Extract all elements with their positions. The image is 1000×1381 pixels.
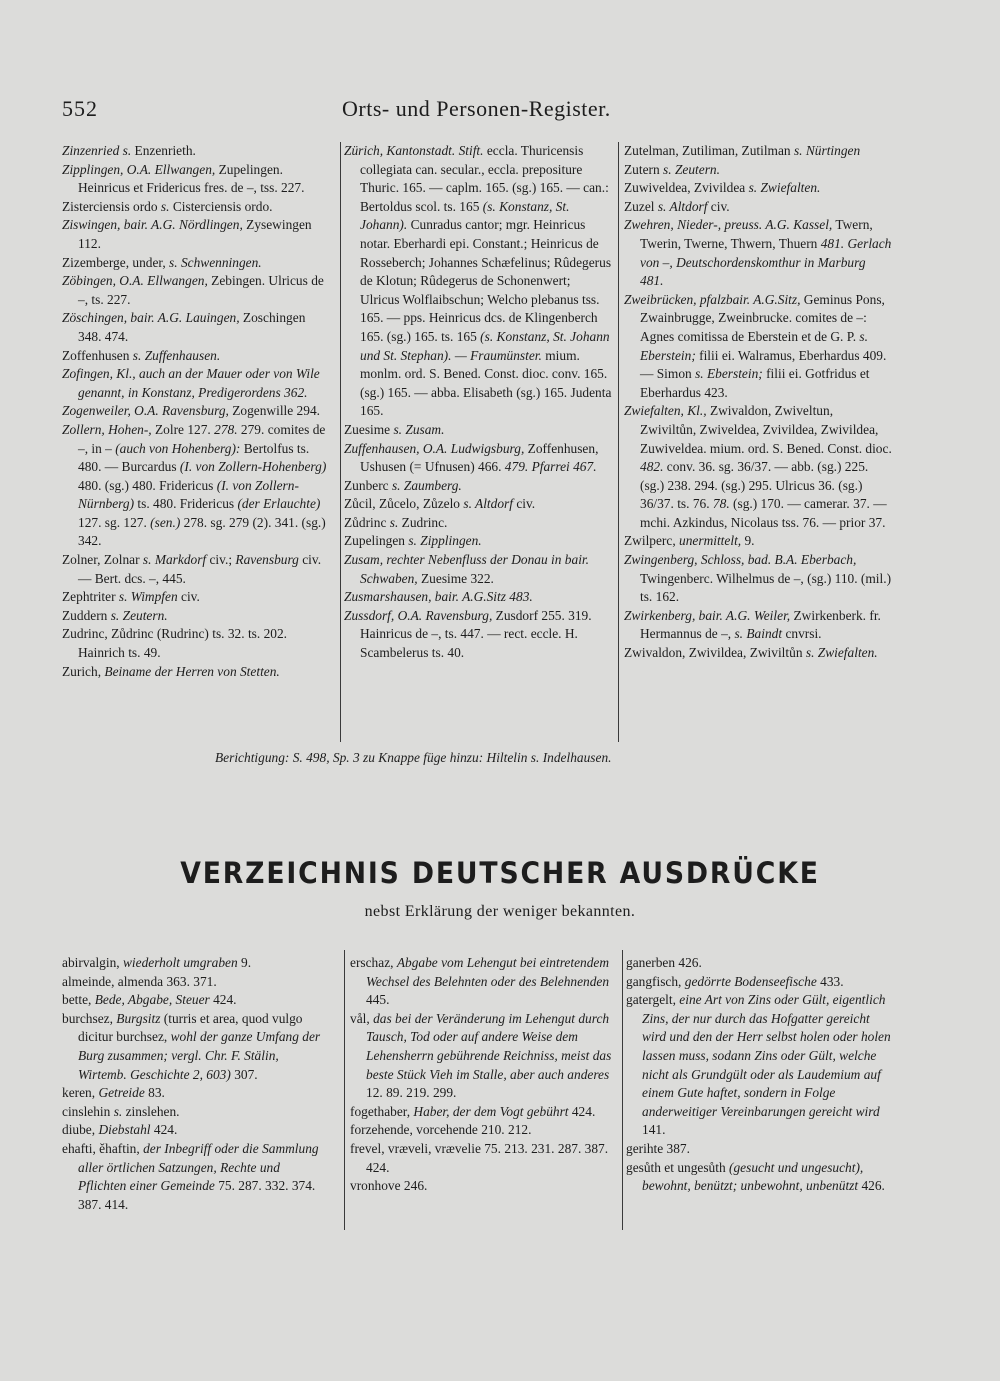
index-entry: Zwirkenberg, bair. A.G. Weiler, Zwirkenberk. fr. Hermannus de –, s. Baindt cnvrsi.	[624, 607, 881, 642]
index-entry: Zussdorf, O.A. Ravensburg, Zusdorf 255. 319. Hainricus de –, ts. 447. — rect. eccle. H. Scambelerus ts. 40.	[344, 607, 592, 661]
italic-run: gedörrte Bodenseefische	[684, 973, 817, 989]
italic-run: Zinzenried s.	[62, 143, 132, 158]
index-entry: erschaz, Abgabe vom Lehengut bei eintretendem Wechsel des Belehnten oder des Belehnenden 445.	[350, 955, 610, 1008]
italic-run: Zürich, Kantonstadt. Stift.	[344, 143, 484, 158]
italic-run: 479. Pfarrei 467.	[504, 459, 597, 475]
index-entry: Zisterciensis ordo s. Cisterciensis ordo.	[62, 198, 273, 214]
index-entry: abirvalgin, wiederholt umgraben 9.	[62, 955, 252, 970]
index-entry: Zunberc s. Zaumberg.	[344, 477, 462, 493]
index-entry: Zöbingen, O.A. Ellwangen, Zebingen. Ulricus de –, ts. 227.	[62, 273, 324, 307]
index-entry: ganerben 426.	[626, 955, 702, 970]
italic-run: s. Altdorf	[463, 496, 513, 512]
italic-run: Zweibrücken, pfalzbair. A.G.Sitz,	[624, 291, 801, 307]
index-entry: Zutelman, Zutiliman, Zutilman s. Nürtingen	[624, 143, 861, 158]
italic-run: s.	[389, 514, 399, 530]
italic-run: der Inbegriff oder die Sammlung aller örtlichen Satzungen, Rechte und Pflichten einer Gemeinde	[78, 1140, 319, 1194]
italic-run: s.	[113, 1103, 123, 1119]
italic-run: (I. von Zollern-Hohenberg)	[179, 459, 327, 475]
index-entry: Zurich, Beiname der Herren von Stetten.	[62, 663, 280, 679]
italic-run: Bede, Abgabe, Steuer	[94, 992, 210, 1008]
index-entry: Zůdrinc s. Zudrinc.	[344, 514, 448, 530]
glossary-column-1	[62, 954, 330, 1214]
index-entry: Zinzenried s. Enzenrieth.	[62, 143, 196, 158]
index-entry: Zuwiveldea, Zvivildea s. Zwiefalten.	[624, 180, 821, 196]
italic-run: (gesucht und ungesucht), bewohnt, benützt; unbewohnt, unbenützt	[642, 1159, 864, 1194]
index-entry: Zuffenhausen, O.A. Ludwigsburg, Zoffenhusen, Ushusen (= Ufnusen) 466. 479. Pfarrei 467.	[344, 440, 599, 475]
italic-run: (s. Konstanz, St. Johann und St. Stephan). — Fraumünster.	[360, 328, 610, 363]
italic-run: s. Zipplingen.	[408, 533, 482, 549]
index-entry: Zollern, Hohen-, Zolre 127. 278. 279. comites de –, in – (auch von Hohenberg): Bertolfus ts. 480. — Burcardus (I. von Zollern-Hohenberg) 480. (sg.) 480. Fridericus (I. von Zollern-Nürnberg) ts. 480. Fridericus (der Erlauchte) 127. sg. 127. (sen.) 278. sg. 279 (2). 341. (sg.) 342.	[62, 421, 327, 549]
index-entry: almeinde, almenda 363. 371.	[62, 973, 217, 989]
italic-run: s. Nürtingen	[793, 143, 861, 158]
index-entry: Zuddern s. Zeutern.	[62, 607, 168, 623]
index-entry: Zizemberge, under, s. Schwenningen.	[62, 254, 262, 270]
index-entry: Zůcil, Zůcelo, Zůzelo s. Altdorf civ.	[344, 496, 536, 512]
italic-run: s.	[160, 198, 170, 214]
italic-run: s. Wimpfen	[118, 589, 178, 605]
italic-run: s. Indelhausen.	[530, 750, 612, 765]
glossary-column-2	[350, 954, 616, 1196]
italic-run: Zöschingen, bair. A.G. Lauingen,	[62, 310, 240, 326]
italic-run: s. Zeutern.	[663, 161, 720, 177]
italic-run: s. Zuffenhausen.	[132, 347, 221, 363]
index-entry: vronhove 246.	[350, 1178, 428, 1194]
italic-run: Burgsitz	[116, 1010, 161, 1026]
italic-run: wohl der ganze Umfang der Burg zusammen; vergl. Chr. F. Stälin, Wirtemb. Geschichte 2, 603)	[78, 1029, 321, 1082]
italic-run: eine Art von Zins oder Gült, eigentlich Zins, der nur durch das Hofgatter gereicht wird und den der Herr selbst holen oder holen lassen muss, sodann Zins oder Gült, welche nicht als Grundgült oder als Laudemium auf einem Gute haftet, sondern in Folge anderweitiger Vereinbarungen gereicht wird	[642, 992, 891, 1119]
index-entry: forzehende, vorcehende 210. 212.	[350, 1122, 532, 1138]
italic-run: Zipplingen, O.A. Ellwangen,	[62, 161, 216, 177]
italic-run: (s. Konstanz, St. Johann).	[360, 198, 570, 233]
register-column-3	[624, 142, 892, 663]
index-entry: Zupelingen s. Zipplingen.	[344, 533, 482, 549]
index-entry: Zipplingen, O.A. Ellwangen, Zupelingen. Heinricus et Fridericus fres. de –, tss. 227.	[62, 161, 305, 196]
glossary-column-3	[626, 954, 892, 1196]
index-entry: Ziswingen, bair. A.G. Nördlingen, Zysewingen 112.	[62, 217, 312, 251]
italic-run: Beiname der Herren von Stetten.	[104, 663, 280, 679]
italic-run: 278.	[214, 421, 238, 437]
italic-run: Haber, der dem Vogt gebührt	[413, 1103, 569, 1119]
italic-run: 78.	[712, 496, 730, 512]
index-entry: Zwilperc, unermittelt, 9.	[624, 533, 755, 549]
italic-run: Ziswingen, bair. A.G. Nördlingen,	[62, 217, 243, 233]
page-header	[62, 96, 942, 126]
italic-run: Getreide	[98, 1085, 145, 1101]
column-rule	[618, 142, 619, 742]
index-entry: gatergelt, eine Art von Zins oder Gült, eigentlich Zins, der nur durch das Hofgatter gereicht wird und den der Herr selbst holen oder holen lassen muss, sodann Zins oder Gült, welche nicht als Grundgült oder als Laudemium auf einem Gute haftet, sondern in Folge anderweitiger Vereinbarungen gereicht wird 141.	[626, 992, 891, 1138]
index-entry: Zogenweiler, O.A. Ravensburg, Zogenwille 294.	[62, 403, 320, 419]
italic-run: s. Zeutern.	[110, 607, 168, 623]
italic-run: s. Zwiefalten.	[805, 645, 878, 661]
italic-run: 482.	[640, 459, 664, 475]
italic-run: Zusmarshausen, bair. A.G.Sitz 483.	[344, 589, 533, 605]
italic-run: Abgabe vom Lehengut bei eintretendem Wechsel des Belehnten oder des Belehnenden	[366, 955, 610, 989]
italic-run: s. Altdorf	[657, 198, 708, 214]
index-entry: Zwivaldon, Zwivildea, Zwiviltůn s. Zwiefalten.	[624, 645, 878, 661]
italic-run: Zollern, Hohen-,	[62, 421, 152, 437]
index-entry: gangfisch, gedörrte Bodenseefische 433.	[626, 973, 844, 989]
italic-run: Berichtigung: S. 498, Sp. 3 zu	[215, 750, 375, 765]
italic-run: s. Zwiefalten.	[748, 180, 821, 196]
section-subtitle: nebst Erklärung der weniger bekannten.	[364, 903, 636, 920]
index-entry: Zusam, rechter Nebenfluss der Donau in bair. Schwaben, Zuesime 322.	[344, 552, 589, 586]
italic-run: Ravensburg	[235, 552, 299, 568]
italic-run: (auch von Hohenberg):	[115, 440, 241, 456]
index-entry: Zwiefalten, Kl., Zwivaldon, Zwiveltun, Zwiviltůn, Zwiveldea, Zvivildea, Zwivildea, Zuwiveldea. mium. ord. S. Bened. Const. dioc. 482. conv. 36. sg. 36/37. — abb. (sg.) 225. (sg.) 238. 294. (sg.) 295. Ulricus 36. (sg.) 36/37. ts. 76. 78. (sg.) 170. — camerar. 37. — mchi. Azkindus, Nicolaus tss. 76. — prior 37.	[624, 403, 892, 530]
index-entry: Zöschingen, bair. A.G. Lauingen, Zoschingen 348. 474.	[62, 310, 306, 344]
italic-run: Zusam, rechter Nebenfluss der Donau in bair. Schwaben,	[344, 552, 589, 586]
index-entry: ehafti, ěhaftin, der Inbegriff oder die Sammlung aller örtlichen Satzungen, Rechte und Pflichten einer Gemeinde 75. 287. 332. 374. 387. 414.	[62, 1140, 319, 1212]
index-entry: burchsez, Burgsitz (turris et area, quod vulgo dicitur burchsez, wohl der ganze Umfang der Burg zusammen; vergl. Chr. F. Stälin, Wirtemb. Geschichte 2, 603) 307.	[62, 1010, 321, 1082]
index-entry: Zutern s. Zeutern.	[624, 161, 720, 177]
italic-run: s. Zusam.	[393, 421, 445, 437]
index-entry: Zuzel s. Altdorf civ.	[624, 198, 730, 214]
italic-run: unermittelt,	[679, 533, 742, 549]
index-entry: gerihte 387.	[626, 1140, 690, 1156]
index-entry: cinslehin s. zinslehen.	[62, 1103, 180, 1119]
index-entry: Zudrinc, Zůdrinc (Rudrinc) ts. 32. ts. 202. Hainrich ts. 49.	[62, 626, 287, 661]
italic-run: Zuffenhausen, O.A. Ludwigsburg,	[344, 440, 525, 456]
italic-run: Zussdorf, O.A. Ravensburg,	[344, 607, 493, 623]
index-entry: Zephtriter s. Wimpfen civ.	[62, 589, 200, 605]
column-rule	[622, 950, 623, 1230]
italic-run: das bei der Veränderung im Lehengut durch Tausch, Tod oder auf andere Weise dem Lehensherrn gebührende Reichniss, meist das beste Stück Vieh im Stalle, aber auch anderes	[366, 1010, 612, 1082]
index-entry: Zuesime s. Zusam.	[344, 421, 445, 437]
correction-note: Berichtigung: S. 498, Sp. 3 zu Knappe füge hinzu: Hiltelin s. Indelhausen.	[215, 750, 612, 765]
running-title: Orts- und Personen-Register.	[342, 96, 611, 121]
index-entry: Zwingenberg, Schloss, bad. B.A. Eberbach, Twingenberc. Wilhelmus de –, (sg.) 110. (mil.) ts. 162.	[624, 552, 892, 605]
italic-run: Zwehren, Nieder-, preuss. A.G. Kassel,	[624, 217, 833, 233]
index-entry: gesůth et ungesůth (gesucht und ungesucht), bewohnt, benützt; unbewohnt, unbenützt 426.	[626, 1159, 885, 1194]
italic-run: (der Erlauchte)	[237, 496, 321, 512]
italic-run: s. Zaumberg.	[391, 477, 462, 493]
section-title: VERZEICHNIS DEUTSCHER AUSDRÜCKE	[180, 856, 820, 890]
italic-run: (sen.)	[150, 514, 181, 530]
italic-run: (I. von Zollern-Nürnberg)	[78, 477, 299, 512]
italic-run: Diebstahl	[98, 1122, 151, 1138]
italic-run: s. Eberstein;	[695, 366, 763, 382]
column-rule	[344, 950, 345, 1230]
index-entry	[344, 588, 612, 607]
index-entry: Zolner, Zolnar s. Markdorf civ.; Ravensburg civ. — Bert. dcs. –, 445.	[62, 552, 322, 586]
index-entry: fogethaber, Haber, der dem Vogt gebührt 424.	[350, 1103, 596, 1119]
column-rule	[340, 142, 341, 742]
index-entry: diube, Diebstahl 424.	[62, 1122, 178, 1138]
italic-run: wiederholt umgraben	[122, 955, 238, 970]
index-entry	[62, 365, 330, 402]
italic-run: s. Markdorf	[142, 552, 207, 568]
italic-run: s. Schwenningen.	[169, 254, 262, 270]
register-column-2	[344, 142, 612, 663]
page-number: 552	[62, 96, 98, 121]
italic-run: Zwiefalten, Kl.,	[624, 403, 707, 419]
italic-run: s. Eberstein;	[640, 328, 868, 363]
italic-run: Zogenweiler, O.A. Ravensburg,	[62, 403, 229, 419]
italic-run: Zöbingen, O.A. Ellwangen,	[62, 273, 208, 289]
register-column-1	[62, 142, 330, 681]
index-entry: keren, Getreide 83.	[62, 1085, 165, 1101]
italic-run: Zwingenberg, Schloss, bad. B.A. Eberbach,	[624, 552, 857, 568]
index-entry: bette, Bede, Abgabe, Steuer 424.	[62, 992, 237, 1008]
index-entry: Zoffenhusen s. Zuffenhausen.	[62, 347, 221, 363]
italic-run: Zwirkenberg, bair. A.G. Weiler,	[624, 607, 791, 623]
italic-run: s. Baindt	[734, 626, 783, 642]
italic-run: 481. Gerlach von –, Deutschordenskomthur in Marburg 481.	[640, 235, 892, 289]
index-entry: vål, das bei der Veränderung im Lehengut durch Tausch, Tod oder auf andere Weise dem Lehensherrn gebührende Reichniss, meist das beste Stück Vieh im Stalle, aber auch anderes 12. 89. 219. 299.	[350, 1010, 612, 1101]
index-entry: Zwehren, Nieder-, preuss. A.G. Kassel, Twern, Twerin, Twerne, Thwern, Thuern 481. Gerlach von –, Deutschordenskomthur in Marburg 481.	[624, 217, 892, 289]
italic-run: Zofingen, Kl., auch an der Mauer oder von Wile genannt, in Konstanz, Predigerordens 362.	[62, 366, 320, 400]
index-entry: Zweibrücken, pfalzbair. A.G.Sitz, Geminus Pons, Zwainbrugge, Zweinbrucke. comites de –: Agnes comitissa de Eberstein et de G. P. s. Eberstein; filii ei. Walramus, Eberhardus 409. — Simon s. Eberstein; filii ei. Gotfridus et Eberhardus 423.	[624, 291, 887, 400]
italic-run: füge hinzu:	[423, 750, 484, 765]
index-entry: frevel, vræveli, vrævelie 75. 213. 231. 287. 387. 424.	[350, 1140, 609, 1175]
index-entry: Zürich, Kantonstadt. Stift. eccla. Thuricensis collegiata can. secular., eccla. prepositure Thuric. 165. — caplm. 165. (sg.) 165. — can.: Bertoldus scol. ts. 165 (s. Konstanz, St. Johann). Cunradus cantor; mgr. Heinricus notar. Eberhardi epi. Constant.; Heinricus de Rosseberch; Johannes Schæfelinus; Rûdegerus de Klotun; Rûdegerus de Schonenwert; Ulricus Wolflaibschun; Welcho plebanus tss. 165. — pps. Heinricus dcs. de Klingenberch 165. (sg.) 165. ts. 165 (s. Konstanz, St. Johann und St. Stephan). — Fraumünster. mium. monlm. ord. S. Bened. Const. dioc. conv. 165. (sg.) 165. — abba. Elisabeth (sg.) 165. Judenta 165.	[344, 143, 612, 419]
